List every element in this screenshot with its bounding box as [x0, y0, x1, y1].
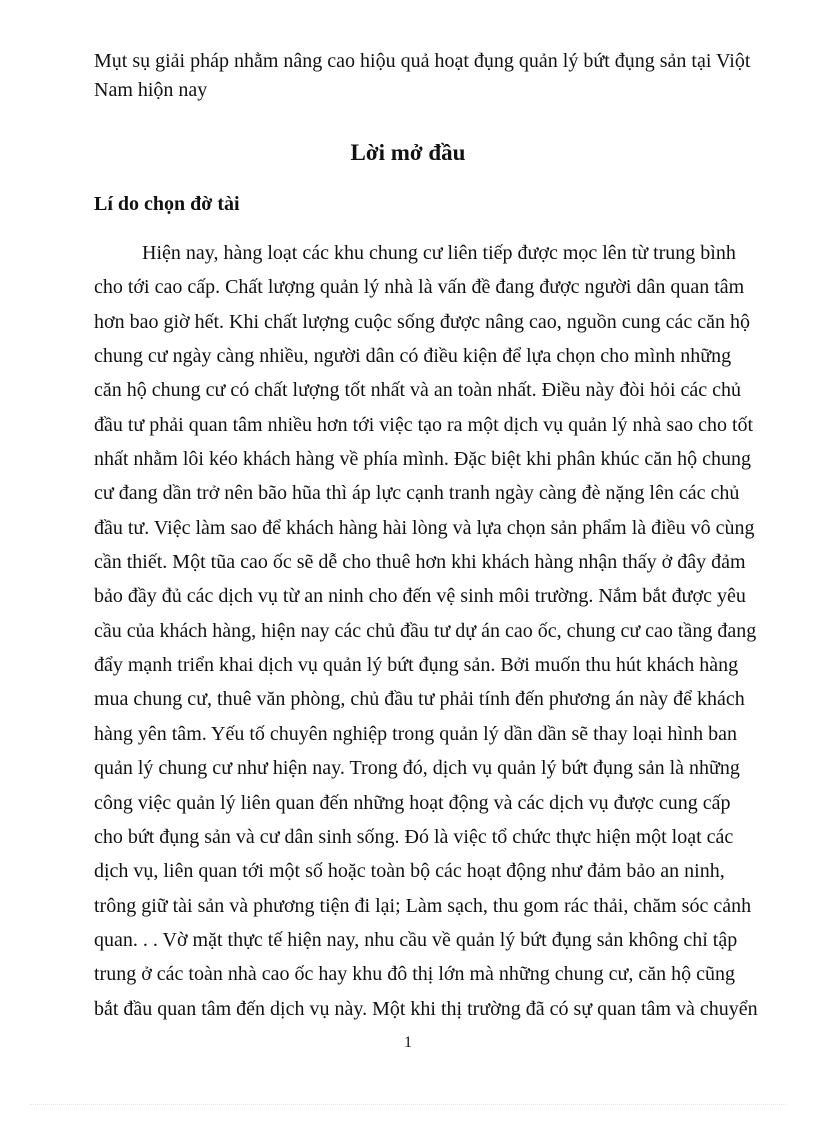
- paragraph-line: quản lý chung cư như hiện nay. Trong đó, dịch vụ quản lý bứt đụng sản là những: [94, 757, 740, 780]
- paragraph-line: quan. . . Vờ mặt thực tế hiện nay, nhu cầu về quản lý bứt đụng sản không chỉ tập: [94, 928, 738, 951]
- section-title: Lí do chọn đờ tài: [94, 193, 240, 215]
- paragraph-line: trung ở các toàn nhà cao ốc hay khu đô thị lớn mà những chung cư, căn hộ cũng: [94, 963, 735, 986]
- paragraph-line: bảo đầy đủ các dịch vụ từ an ninh cho đến vệ sinh môi trường. Nắm bắt được yêu: [94, 585, 746, 608]
- paragraph-line: trông giữ tài sản và phương tiện đi lại; Làm sạch, thu gom rác thải, chăm sóc cảnh: [94, 894, 752, 917]
- paragraph-line: cần thiết. Một tũa cao ốc sẽ dễ cho thuê hơn khi khách hàng nhận thấy ở đây đảm: [94, 551, 746, 574]
- page-bottom-divider: [30, 1104, 786, 1105]
- paragraph-line: chung cư ngày càng nhiều, người dân có điều kiện để lựa chọn cho mình những: [94, 345, 732, 368]
- body-paragraph: [94, 236, 758, 1026]
- paragraph-line: bắt đầu quan tâm đến dịch vụ này. Một khi thị trường đã có sự quan tâm và chuyển: [94, 997, 758, 1020]
- paragraph-line: công việc quản lý liên quan đến những hoạt động và các dịch vụ được cung cấp: [94, 791, 731, 814]
- paragraph-line: hàng yên tâm. Yếu tố chuyên nghiệp trong quản lý dần dần sẽ thay loại hình ban: [94, 722, 737, 745]
- paragraph-line: hơn bao giờ hết. Khi chất lượng cuộc sống được nâng cao, nguồn cung các căn hộ: [94, 310, 751, 333]
- paragraph-line: cư đang dần trở nên bão hũa thì áp lực cạnh tranh ngày càng đè nặng lên các chủ: [94, 482, 740, 505]
- paragraph-line: cầu của khách hàng, hiện nay các chủ đầu tư dự án cao ốc, chung cư cao tầng đang: [94, 619, 757, 642]
- heading-line: Mụt sụ giải pháp nhằm nâng cao hiộu quả hoạt đụng quản lý bứt đụng sản tại Viột: [94, 50, 751, 72]
- page-title: Lời mở đầu: [350, 140, 466, 165]
- paragraph-line: cho tới cao cấp. Chất lượng quản lý nhà là vấn đề đang được người dân quan tâm: [94, 276, 745, 299]
- paragraph-line: đầu tư phải quan tâm nhiều hơn tới việc tạo ra một dịch vụ quản lý nhà sao cho tốt: [94, 413, 754, 436]
- paragraph-line: đẩy mạnh triển khai dịch vụ quản lý bứt đụng sản. Bởi muốn thu hút khách hàng: [94, 654, 739, 677]
- heading-line: Nam hiộn nay: [94, 79, 208, 101]
- paragraph-line: nhất nhằm lôi kéo khách hàng về phía mình. Đặc biệt khi phân khúc căn hộ chung: [94, 448, 752, 471]
- paragraph-line: đầu tư. Việc làm sao để khách hàng hài lòng và lựa chọn sản phẩm là điều vô cùng: [94, 516, 755, 539]
- paragraph-line: mua chung cư, thuê văn phòng, chủ đầu tư phải tính đến phương án này để khách: [94, 688, 745, 711]
- document-heading: [94, 47, 751, 105]
- paragraph-line: dịch vụ, liên quan tới một số hoặc toàn bộ các hoạt động như đảm bảo an ninh,: [94, 860, 725, 883]
- paragraph-line: Hiện nay, hàng loạt các khu chung cư liên tiếp được mọc lên từ trung bình: [142, 242, 736, 264]
- page-number: 1: [404, 1034, 412, 1051]
- paragraph-line: cho bứt đụng sản và cư dân sinh sống. Đó là việc tổ chức thực hiện một loạt các: [94, 825, 734, 848]
- paragraph-line: căn hộ chung cư có chất lượng tốt nhất và an toàn nhất. Điều này đòi hỏi các chủ: [94, 379, 742, 402]
